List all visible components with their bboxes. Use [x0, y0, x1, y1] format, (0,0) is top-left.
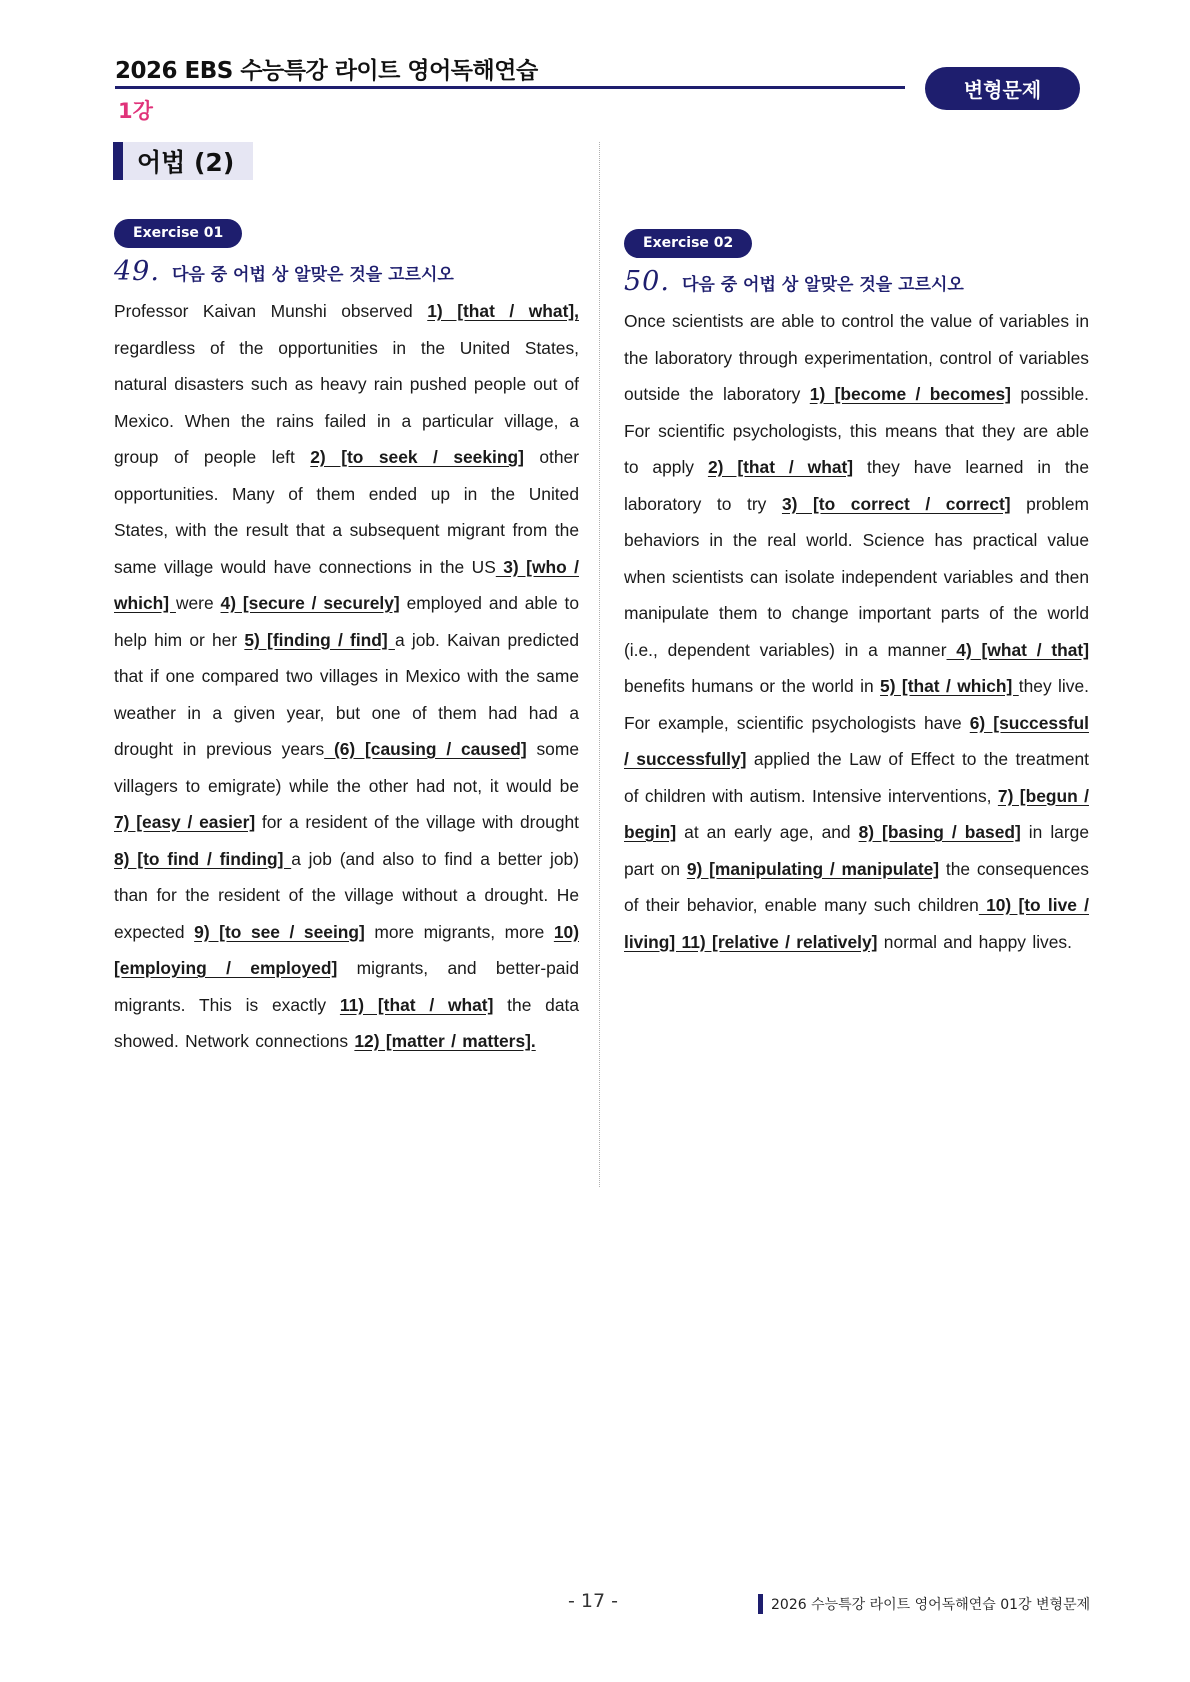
answer-choice: 5) [finding / find] — [244, 629, 395, 650]
answer-choice: 1) [become / becomes] — [809, 384, 1011, 404]
answer-choice: 8) [to find / finding] — [114, 848, 292, 869]
passage-text: more migrants, more — [364, 921, 554, 942]
answer-choice: 11) [that / what] — [339, 994, 494, 1015]
answer-choice: 3) [to correct / correct] — [781, 493, 1011, 514]
passage-text: possible. For scientific psychologists, this means that they are able to apply — [624, 384, 1089, 477]
answer-choice: 4) [what / that] — [946, 639, 1089, 660]
passage-text: problem behaviors in the real world. Science has practical value when scientists can isolate independent variables and then manipulate them to change important parts of the world (i.e., dependent variables) in a manner — [624, 493, 1089, 660]
answer-choice: 6) [successful / successfully] — [624, 712, 1089, 769]
passage-text: employed and able to help him or her — [114, 593, 579, 650]
passage — [624, 303, 1089, 960]
answer-choice: 9) [to see / seeing] — [194, 921, 365, 942]
passage-text: they have learned in the laboratory to try — [624, 457, 1089, 514]
lesson-label: 1강 — [118, 99, 153, 123]
exercise-02 — [624, 229, 1089, 960]
passage-text: benefits humans or the world in — [624, 676, 881, 696]
answer-choice: 10) [to live / living] 11) [relative / relatively] — [624, 895, 1089, 952]
header-rule — [115, 86, 905, 89]
passage-text: Professor Kaivan Munshi observed — [114, 301, 428, 321]
passage-text: some villagers to emigrate) while the other had not, it would be — [114, 739, 579, 796]
section-heading-bar — [113, 142, 123, 180]
passage-text: were — [175, 593, 221, 613]
answer-choice: 7) [easy / easier] — [114, 812, 256, 832]
answer-choice: 5) [that / which] — [880, 676, 1019, 696]
answer-choice: 1) [that / what], — [427, 301, 579, 321]
question-prompt: 다음 중 어법 상 알맞은 것을 고르시오 — [171, 265, 454, 285]
passage-text: normal and happy lives. — [877, 931, 1072, 952]
section-heading — [113, 142, 253, 180]
passage-text: at an early age, and — [676, 822, 859, 842]
question-number: 49. — [114, 256, 160, 287]
passage-text: the data showed. Network connections — [114, 994, 580, 1051]
passage-text: Once scientists are able to control the value of variables in the laboratory through experimentation, control of variables outside the laboratory — [624, 311, 1089, 404]
passage-text: they live. For example, scientific psychologists have — [624, 676, 1089, 733]
exercise-badge: Exercise 02 — [624, 229, 752, 258]
answer-choice: 3) [who / which] — [114, 556, 579, 613]
question-number: 50. — [624, 266, 670, 297]
answer-choice: (6) [causing / caused] — [324, 739, 527, 759]
answer-choice: 2) [to seek / seeking] — [310, 447, 524, 467]
answer-choice: 4) [secure / securely] — [220, 593, 400, 613]
question-line — [114, 256, 579, 290]
passage-text: a job (and also to find a better job) than for the resident of the village without a drought. He expected — [114, 848, 579, 942]
footer-text: 2026 수능특강 라이트 영어독해연습 01강 변형문제 — [771, 1597, 1091, 1613]
answer-choice: 2) [that / what] — [707, 457, 854, 477]
passage-text: the consequences of their behavior, enable many such children — [624, 858, 1089, 915]
question-prompt: 다음 중 어법 상 알맞은 것을 고르시오 — [681, 275, 964, 295]
answer-choice: 12) [matter / matters]. — [354, 1031, 536, 1051]
passage-text: for a resident of the village with drought — [255, 812, 579, 832]
passage — [114, 293, 579, 1060]
passage-text: in large part on — [624, 822, 1089, 879]
question-line — [624, 266, 1089, 300]
footer-bar — [758, 1594, 763, 1614]
answer-choice: 9) [manipulating / manipulate] — [686, 858, 940, 879]
passage-text: applied the Law of Effect to the treatment of children with autism. Intensive interventions, — [624, 749, 1090, 806]
exercise-badge: Exercise 01 — [114, 219, 242, 248]
passage-text: migrants, and better-paid migrants. This is exactly — [114, 958, 579, 1015]
header-title: 2026 EBS 수능특강 라이트 영어독해연습 — [115, 58, 538, 84]
answer-choice: 8) [basing / based] — [858, 822, 1021, 842]
section-heading-text: 어법 (2) — [137, 148, 235, 177]
column-divider — [599, 142, 600, 1187]
passage-text: other opportunities. Many of them ended up in the United States, with the result that a subsequent migrant from the same village would have connections in the US — [114, 447, 579, 577]
passage-text: a job. Kaivan predicted that if one compared two villages in Mexico with the same weather in a given year, but one of them had had a drought in previous years — [114, 629, 580, 759]
page-number: - 17 - — [568, 1590, 618, 1612]
answer-choice: 10) [employing / employed] — [114, 921, 579, 978]
footer — [758, 1594, 1090, 1614]
answer-choice: 7) [begun / begin] — [624, 785, 1089, 842]
passage-text: regardless of the opportunities in the United States, natural disasters such as heavy rain pushed people out of Mexico. When the rains failed in a particular village, a group of people left — [114, 337, 579, 467]
variant-badge: 변형문제 — [925, 67, 1080, 110]
exercise-01 — [114, 219, 579, 1060]
